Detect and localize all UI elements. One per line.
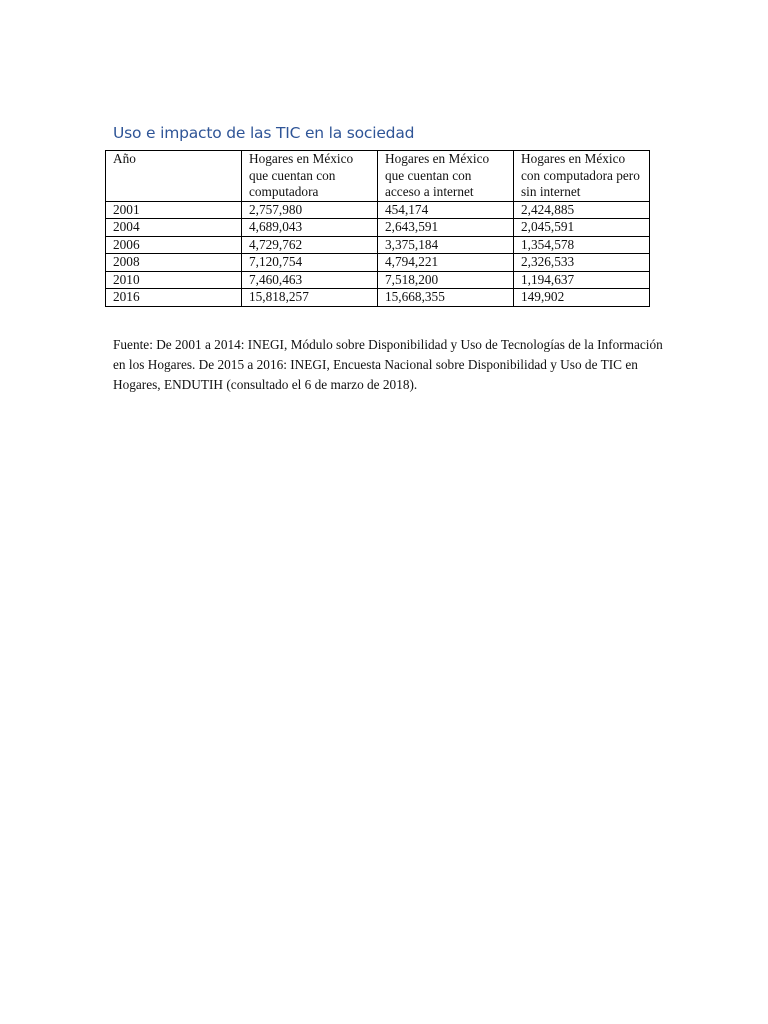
cell-computer-no-internet: 149,902 — [514, 289, 650, 307]
cell-computer: 7,460,463 — [242, 271, 378, 289]
table-row — [106, 271, 650, 289]
cell-internet: 4,794,221 — [378, 254, 514, 272]
cell-computer: 2,757,980 — [242, 201, 378, 219]
cell-internet: 7,518,200 — [378, 271, 514, 289]
table-row — [106, 236, 650, 254]
table-row — [106, 219, 650, 237]
cell-internet: 2,643,591 — [378, 219, 514, 237]
cell-year: 2010 — [106, 271, 242, 289]
table-row — [106, 289, 650, 307]
cell-year: 2001 — [106, 201, 242, 219]
cell-internet: 3,375,184 — [378, 236, 514, 254]
cell-computer-no-internet: 2,045,591 — [514, 219, 650, 237]
cell-computer-no-internet: 2,424,885 — [514, 201, 650, 219]
table-row — [106, 201, 650, 219]
header-year: Año — [106, 151, 242, 202]
header-computer-no-internet: Hogares en México con computadora pero sin internet — [514, 151, 650, 202]
cell-computer: 15,818,257 — [242, 289, 378, 307]
cell-year: 2008 — [106, 254, 242, 272]
cell-computer: 7,120,754 — [242, 254, 378, 272]
cell-internet: 15,668,355 — [378, 289, 514, 307]
cell-year: 2006 — [106, 236, 242, 254]
cell-internet: 454,174 — [378, 201, 514, 219]
cell-computer-no-internet: 1,354,578 — [514, 236, 650, 254]
header-internet: Hogares en México que cuentan con acceso a internet — [378, 151, 514, 202]
table-header-row — [106, 151, 650, 202]
table-row — [106, 254, 650, 272]
cell-computer: 4,689,043 — [242, 219, 378, 237]
cell-computer-no-internet: 1,194,637 — [514, 271, 650, 289]
header-computer: Hogares en México que cuentan con computadora — [242, 151, 378, 202]
cell-computer: 4,729,762 — [242, 236, 378, 254]
cell-year: 2016 — [106, 289, 242, 307]
cell-computer-no-internet: 2,326,533 — [514, 254, 650, 272]
section-title: Uso e impacto de las TIC en la sociedad — [113, 124, 415, 142]
households-table — [105, 150, 650, 307]
source-note: Fuente: De 2001 a 2014: INEGI, Módulo sobre Disponibilidad y Uso de Tecnologías de la Información en los Hogares. De 2015 a 2016: INEGI, Encuesta Nacional sobre Disponibilidad y Uso de TIC en Hogares, ENDUTIH (consultado el 6 de marzo de 2018). — [113, 337, 663, 393]
cell-year: 2004 — [106, 219, 242, 237]
